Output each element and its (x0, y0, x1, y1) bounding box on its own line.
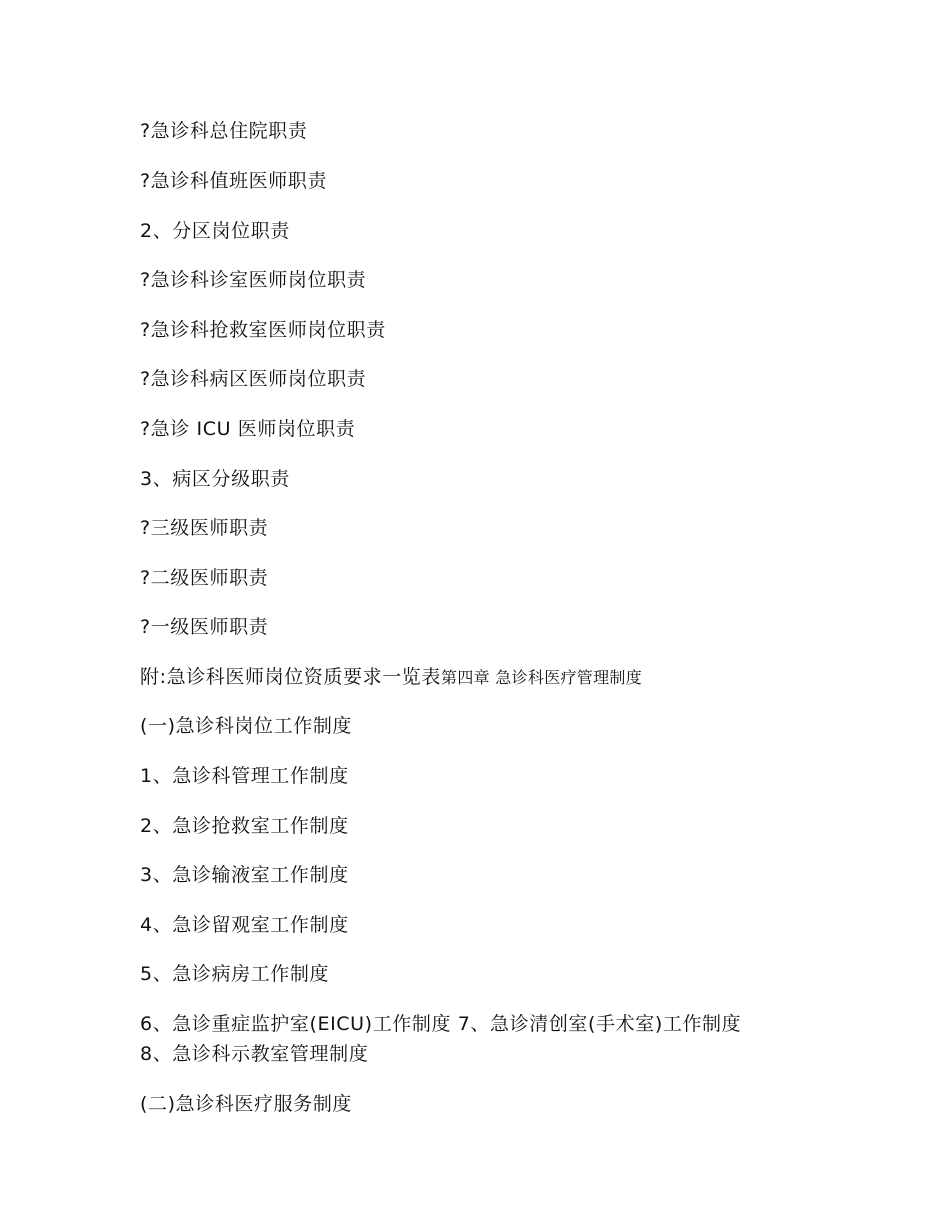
text-line-eicu-debridement-rules: 6、急诊重症监护室(EICU)工作制度 7、急诊清创室(手术室)工作制度 (140, 1013, 742, 1035)
text-line-teaching-room-rules: 8、急诊科示教室管理制度 (140, 1043, 369, 1065)
section-heading-zone-duties: 2、分区岗位职责 (140, 220, 290, 242)
section-heading-post-rules: (一)急诊科岗位工作制度 (140, 715, 353, 737)
text-line-level-one: ?一级医师职责 (140, 616, 269, 638)
appendix-text: 附:急诊科医师岗位资质要求一览表 (140, 666, 442, 688)
text-line-rescue-room-rules: 2、急诊抢救室工作制度 (140, 815, 349, 837)
text-line-clinic-physician: ?急诊科诊室医师岗位职责 (140, 269, 367, 291)
section-heading-service-rules: (二)急诊科医疗服务制度 (140, 1093, 353, 1115)
text-line-duty-physician: ?急诊科值班医师职责 (140, 170, 328, 192)
text-line-ward-physician: ?急诊科病区医师岗位职责 (140, 368, 367, 390)
text-line-infusion-room-rules: 3、急诊输液室工作制度 (140, 864, 349, 886)
text-line-chief-resident: ?急诊科总住院职责 (140, 120, 308, 142)
text-line-ward-rules: 5、急诊病房工作制度 (140, 963, 330, 985)
text-line-icu-physician: ?急诊 ICU 医师岗位职责 (140, 418, 356, 440)
text-line-level-three: ?三级医师职责 (140, 517, 269, 539)
text-line-rescue-room-physician: ?急诊科抢救室医师岗位职责 (140, 319, 386, 341)
text-line-observation-room-rules: 4、急诊留观室工作制度 (140, 914, 349, 936)
chapter-heading: 第四章 急诊科医疗管理制度 (441, 668, 643, 687)
text-line-level-two: ?二级医师职责 (140, 567, 269, 589)
text-line-management-rules: 1、急诊科管理工作制度 (140, 765, 349, 787)
section-heading-ward-levels: 3、病区分级职责 (140, 468, 290, 490)
appendix-line (140, 665, 642, 690)
